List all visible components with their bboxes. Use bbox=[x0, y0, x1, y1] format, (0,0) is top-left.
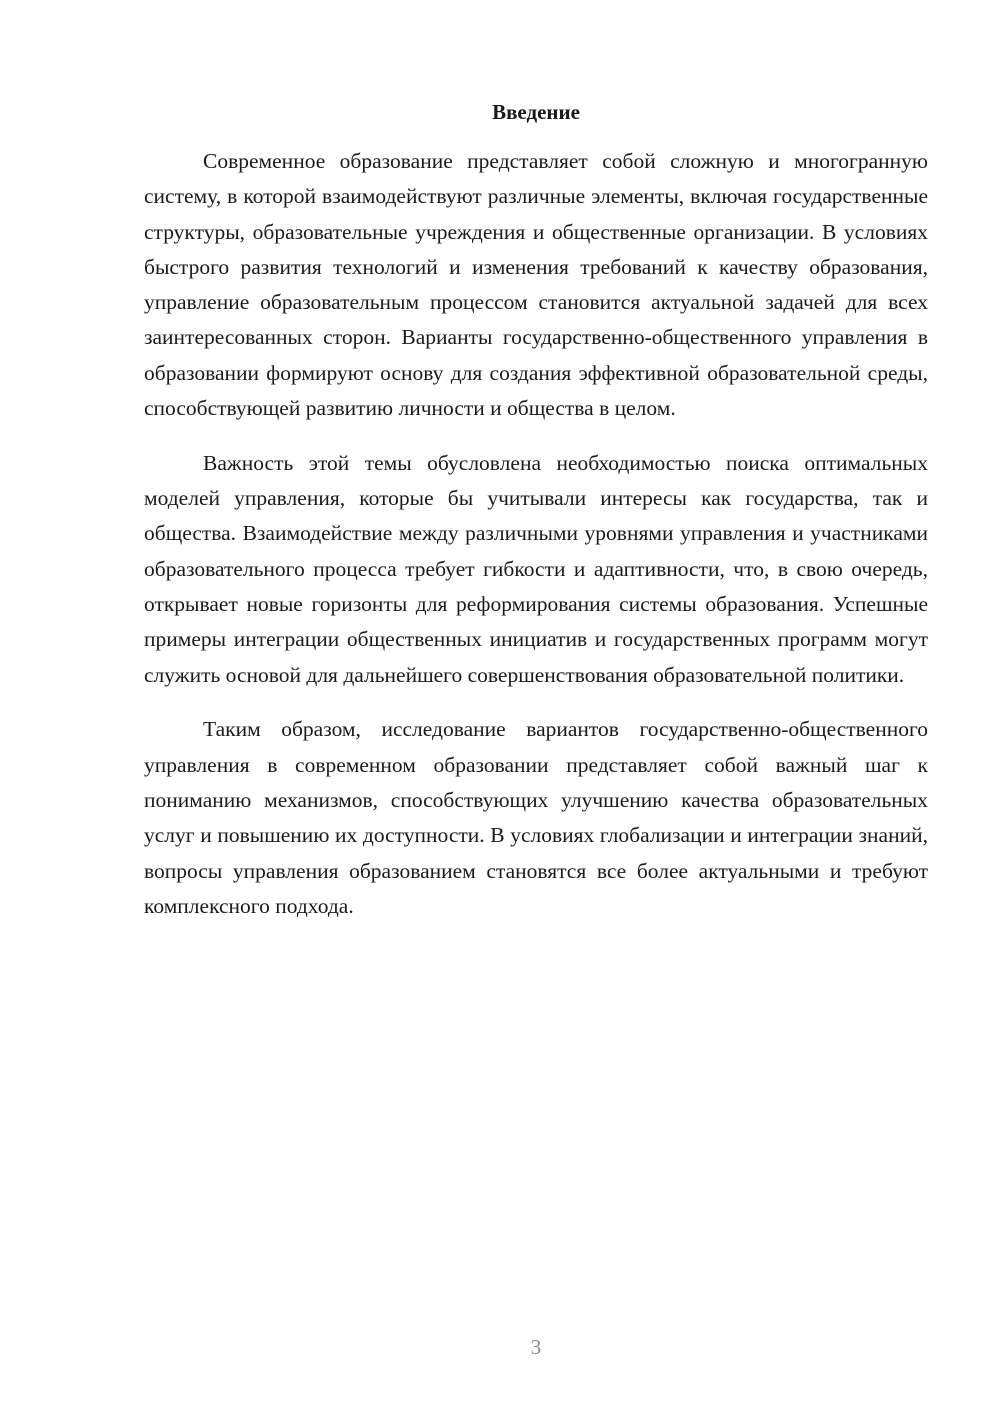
section-heading: Введение bbox=[492, 100, 580, 124]
paragraph-2: Важность этой темы обусловлена необходимостью поиска оптимальных моделей управления, которые бы учитывали интересы как государства, так и общества. Взаимодействие между различными уровнями управления и участниками образовательного процесса требует гибкости и адаптивности, что, в свою очередь, открывает новые горизонты для реформирования системы образования. Успешные примеры интеграции общественных инициатив и государственных программ могут служить основой для дальнейшего совершенствования образовательной политики. bbox=[144, 450, 928, 687]
paragraph-1: Современное образование представляет собой сложную и многогранную систему, в которой взаимодействуют различные элементы, включая государственные структуры, образовательные учреждения и общественные организации. В условиях быстрого развития технологий и изменения требований к качеству образования, управление образовательным процессом становится актуальной задачей для всех заинтересованных сторон. Варианты государственно-общественного управления в образовании формируют основу для создания эффективной образовательной среды, способствующей развитию личности и общества в целом. bbox=[144, 149, 928, 421]
page-number: 3 bbox=[530, 1335, 542, 1359]
body-text bbox=[144, 144, 928, 924]
paragraph-3: Таким образом, исследование вариантов государственно-общественного управления в современном образовании представляет собой важный шаг к пониманию механизмов, способствующих улучшению качества образовательных услуг и повышению их доступности. В условиях глобализации и интеграции знаний, вопросы управления образованием становятся все более актуальными и требуют комплексного подхода. bbox=[144, 717, 928, 918]
